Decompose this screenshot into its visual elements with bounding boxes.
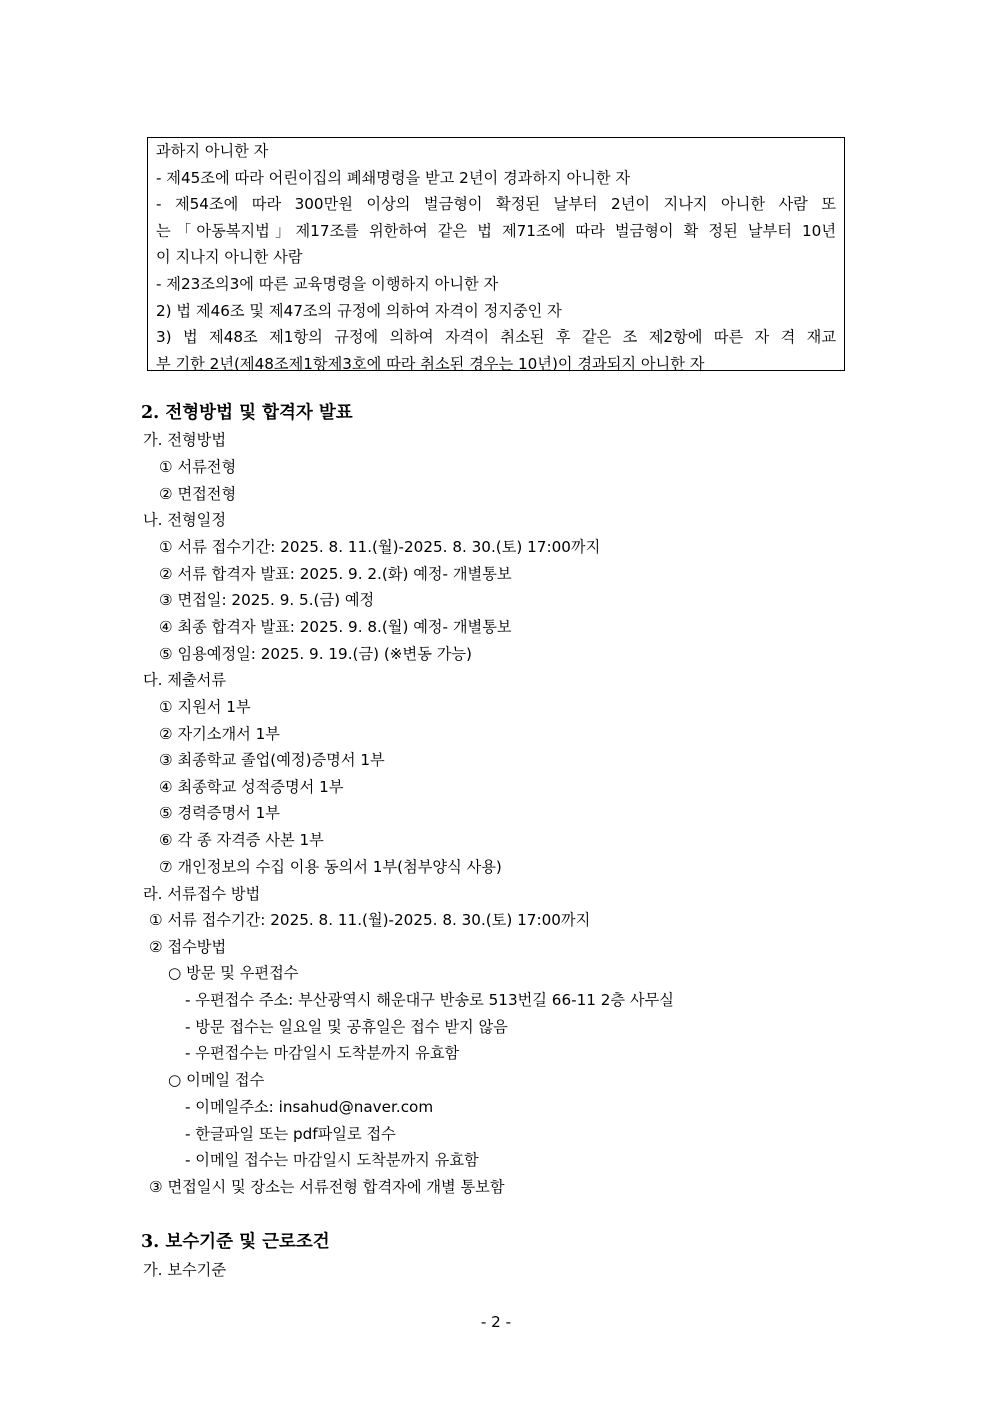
subsection-title: 나. 전형일정: [143, 511, 227, 529]
list-item: ③ 면접일시 및 장소는 서류전형 합격자에 개별 통보함: [149, 1178, 505, 1196]
box-line: - 제23조의3에 따른 교육명령을 이행하지 아니한 자: [156, 274, 499, 293]
box-line: 2) 법 제46조 및 제47조의 규정에 의하여 자격이 정지중인 자: [156, 301, 562, 320]
list-item: ① 지원서 1부: [159, 698, 251, 716]
page-number: - 2 -: [480, 1313, 512, 1331]
list-item: ① 서류 접수기간: 2025. 8. 11.(월)-2025. 8. 30.(토) 17:00까지: [159, 538, 601, 556]
subsection-title: 가. 보수기준: [143, 1261, 227, 1279]
box-line: 3) 법 제48조 제1항의 규정에 의하여 자격이 취소된 후 같은 조 제2항에 따른 자 격 재교: [156, 328, 836, 347]
list-item: ② 서류 합격자 발표: 2025. 9. 2.(화) 예정- 개별통보: [159, 565, 512, 583]
list-item: - 우편접수 주소: 부산광역시 해운대구 반송로 513번길 66-11 2층 사무실: [185, 991, 674, 1009]
subsection-title: 다. 제출서류: [143, 671, 227, 689]
list-item: ② 접수방법: [149, 938, 227, 956]
box-line: 는「아동복지법」제17조를 위한하여 같은 법 제71조에 따라 벌금형이 확 정된 날부터 10년: [156, 221, 836, 240]
list-item: ② 자기소개서 1부: [159, 725, 280, 743]
list-item: ④ 최종학교 성적증명서 1부: [159, 778, 344, 796]
list-item: ③ 면접일: 2025. 9. 5.(금) 예정: [159, 591, 375, 609]
list-item: ④ 최종 합격자 발표: 2025. 9. 8.(월) 예정- 개별통보: [159, 618, 512, 636]
list-item: ○ 이메일 접수: [168, 1071, 265, 1089]
list-item: ③ 최종학교 졸업(예정)증명서 1부: [159, 751, 385, 769]
box-line: 부 기한 2년(제48조제1항제3호에 따라 취소된 경우는 10년)이 경과되지 아니한 자: [156, 354, 705, 373]
list-item: - 이메일 접수는 마감일시 도착분까지 유효함: [185, 1151, 479, 1169]
list-item: ⑦ 개인정보의 수집 이용 동의서 1부(첨부양식 사용): [159, 858, 502, 876]
section-3-heading: 3. 보수기준 및 근로조건: [141, 1232, 330, 1252]
list-item: - 방문 접수는 일요일 및 공휴일은 접수 받지 않음: [185, 1018, 508, 1036]
list-item: ① 서류 접수기간: 2025. 8. 11.(월)-2025. 8. 30.(토) 17:00까지: [149, 911, 591, 929]
list-item: ○ 방문 및 우편접수: [168, 964, 299, 982]
subsection-title: 라. 서류접수 방법: [143, 885, 261, 903]
list-item: ⑤ 경력증명서 1부: [159, 804, 280, 822]
subsection-title: 가. 전형방법: [143, 431, 227, 449]
list-item: ⑥ 각 종 자격증 사본 1부: [159, 831, 324, 849]
box-line: 이 지나지 아니한 사람: [156, 248, 303, 267]
list-item: - 이메일주소: insahud@naver.com: [185, 1098, 434, 1116]
box-line: 과하지 아니한 자: [156, 142, 269, 160]
list-item: - 우편접수는 마감일시 도착분까지 유효함: [185, 1044, 460, 1062]
list-item: ⑤ 임용예정일: 2025. 9. 19.(금) (※변동 가능): [159, 645, 472, 663]
eligibility-box: [147, 137, 845, 371]
box-line: - 제45조에 따라 어린이집의 폐쇄명령을 받고 2년이 경과하지 아니한 자: [156, 168, 631, 187]
list-item: ① 서류전형: [159, 458, 237, 476]
box-line: - 제54조에 따라 300만원 이상의 벌금형이 확정된 날부터 2년이 지나지 아니한 사람 또: [156, 195, 836, 214]
section-2-heading: 2. 전형방법 및 합격자 발표: [141, 403, 353, 423]
list-item: ② 면접전형: [159, 485, 237, 503]
list-item: - 한글파일 또는 pdf파일로 접수: [185, 1125, 396, 1143]
